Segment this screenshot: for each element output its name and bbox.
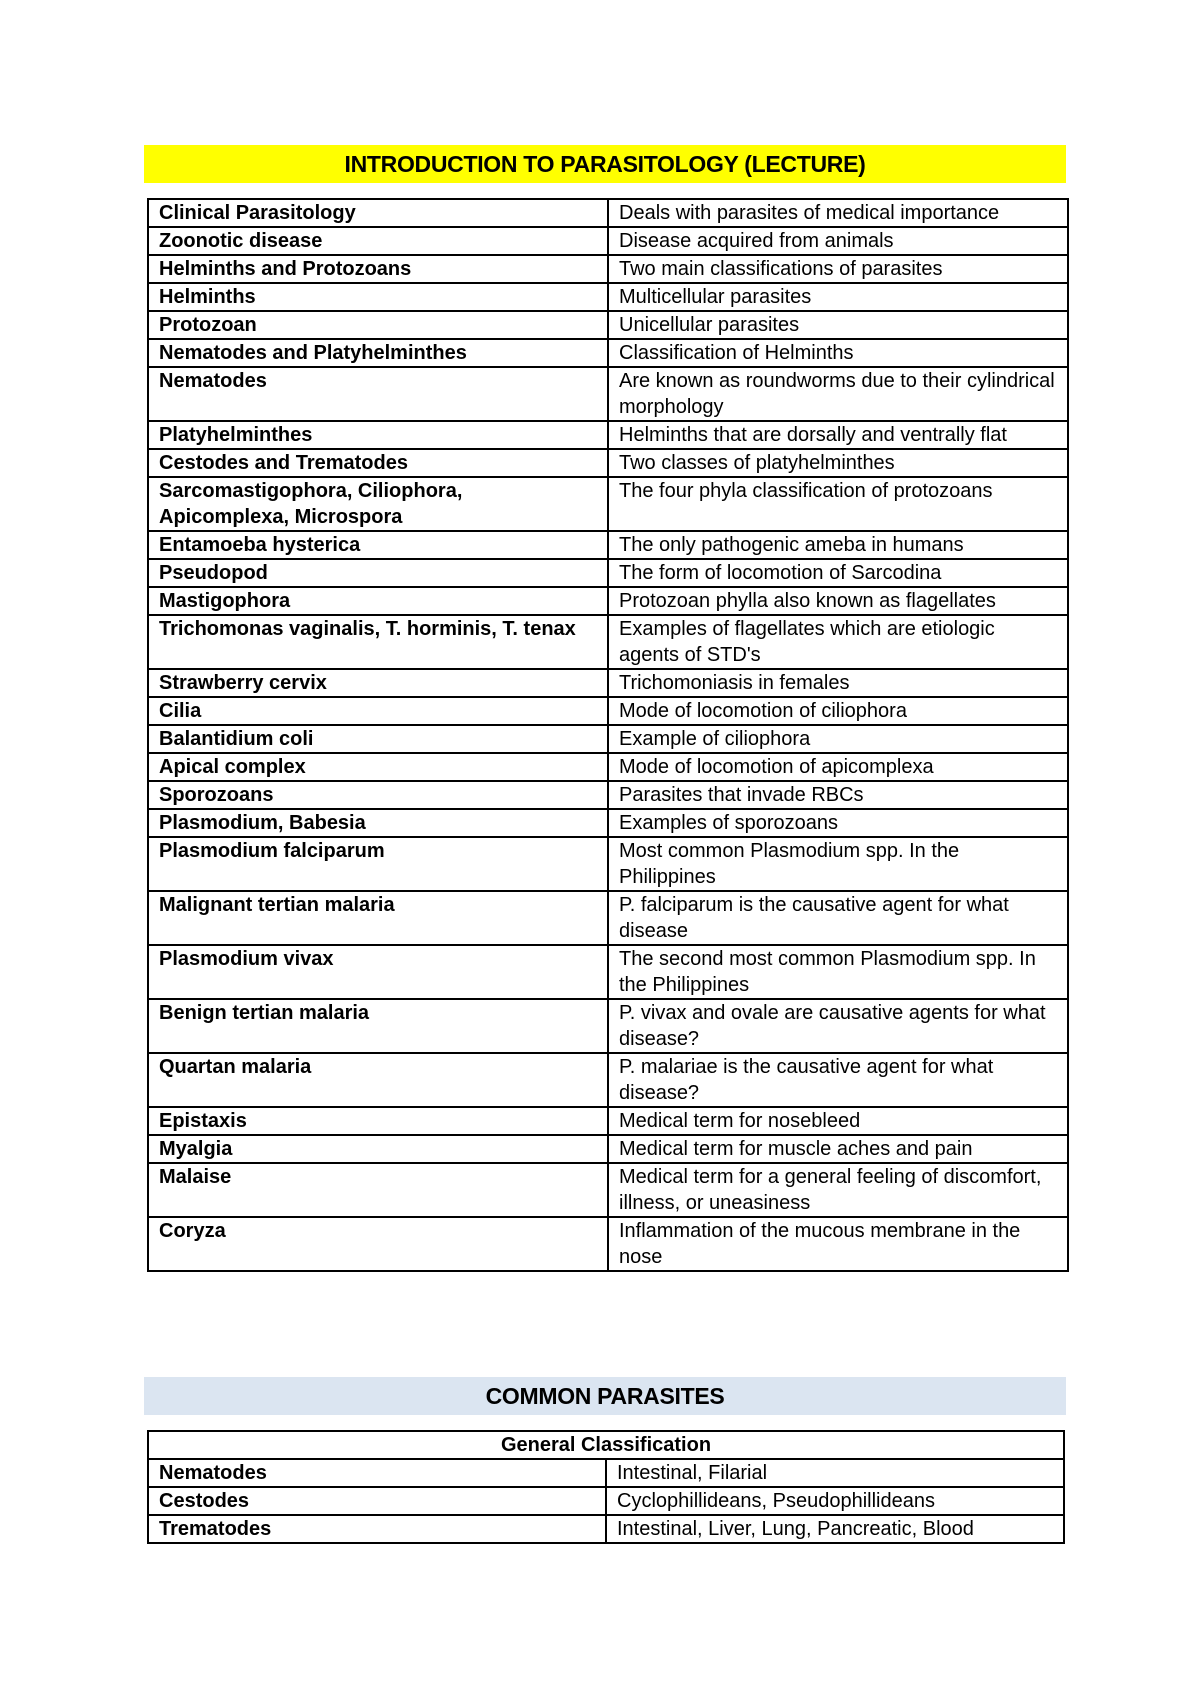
definition-cell: Deals with parasites of medical importance	[608, 199, 1068, 227]
term-cell: Protozoan	[148, 311, 608, 339]
table-row	[148, 697, 1068, 725]
term-cell: Benign tertian malaria	[148, 999, 608, 1053]
definition-cell: The only pathogenic ameba in humans	[608, 531, 1068, 559]
definition-cell: Intestinal, Filarial	[606, 1459, 1064, 1487]
table-row	[148, 477, 1068, 531]
table-row	[148, 753, 1068, 781]
term-cell: Balantidium coli	[148, 725, 608, 753]
table-row	[148, 255, 1068, 283]
table-row	[148, 999, 1068, 1053]
table-row	[148, 1107, 1068, 1135]
table-header-general-classification: General Classification	[148, 1431, 1064, 1459]
definition-cell: Two classes of platyhelminthes	[608, 449, 1068, 477]
term-cell: Plasmodium falciparum	[148, 837, 608, 891]
term-cell: Epistaxis	[148, 1107, 608, 1135]
table-row	[148, 809, 1068, 837]
term-cell: Malaise	[148, 1163, 608, 1217]
term-cell: Trematodes	[148, 1515, 606, 1543]
definition-cell: Medical term for a general feeling of discomfort, illness, or uneasiness	[608, 1163, 1068, 1217]
table-row	[148, 1487, 1064, 1515]
table-row	[148, 339, 1068, 367]
table-row	[148, 531, 1068, 559]
definition-cell: Unicellular parasites	[608, 311, 1068, 339]
definition-cell: Multicellular parasites	[608, 283, 1068, 311]
table-row	[148, 615, 1068, 669]
definition-cell: Example of ciliophora	[608, 725, 1068, 753]
definition-cell: The second most common Plasmodium spp. In the Philippines	[608, 945, 1068, 999]
term-cell: Cestodes and Trematodes	[148, 449, 608, 477]
term-cell: Plasmodium vivax	[148, 945, 608, 999]
table-row	[148, 283, 1068, 311]
table-row	[148, 1053, 1068, 1107]
table-row	[148, 837, 1068, 891]
table-row	[148, 669, 1068, 697]
definition-cell: Two main classifications of parasites	[608, 255, 1068, 283]
term-cell: Sarcomastigophora, Ciliophora, Apicomplexa, Microspora	[148, 477, 608, 531]
definition-cell: Disease acquired from animals	[608, 227, 1068, 255]
section-title-introduction: INTRODUCTION TO PARASITOLOGY (LECTURE)	[144, 145, 1066, 183]
table-header-row	[148, 1431, 1064, 1459]
definition-cell: P. falciparum is the causative agent for what disease	[608, 891, 1068, 945]
definition-cell: Protozoan phylla also known as flagellates	[608, 587, 1068, 615]
term-cell: Malignant tertian malaria	[148, 891, 608, 945]
term-cell: Plasmodium, Babesia	[148, 809, 608, 837]
definition-cell: Medical term for muscle aches and pain	[608, 1135, 1068, 1163]
definition-cell: The form of locomotion of Sarcodina	[608, 559, 1068, 587]
definition-cell: The four phyla classification of protozoans	[608, 477, 1068, 531]
definition-cell: Most common Plasmodium spp. In the Philippines	[608, 837, 1068, 891]
table-row	[148, 1217, 1068, 1271]
term-cell: Zoonotic disease	[148, 227, 608, 255]
term-cell: Mastigophora	[148, 587, 608, 615]
definition-cell: Intestinal, Liver, Lung, Pancreatic, Blood	[606, 1515, 1064, 1543]
term-cell: Strawberry cervix	[148, 669, 608, 697]
table-row	[148, 725, 1068, 753]
term-cell: Myalgia	[148, 1135, 608, 1163]
term-cell: Coryza	[148, 1217, 608, 1271]
term-cell: Sporozoans	[148, 781, 608, 809]
term-cell: Clinical Parasitology	[148, 199, 608, 227]
definition-cell: Cyclophillideans, Pseudophillideans	[606, 1487, 1064, 1515]
term-cell: Nematodes and Platyhelminthes	[148, 339, 608, 367]
definition-cell: Examples of sporozoans	[608, 809, 1068, 837]
classification-table	[147, 1430, 1065, 1544]
table-row	[148, 1459, 1064, 1487]
table-row	[148, 1515, 1064, 1543]
term-cell: Nematodes	[148, 1459, 606, 1487]
term-cell: Apical complex	[148, 753, 608, 781]
term-cell: Platyhelminthes	[148, 421, 608, 449]
section-title-common-parasites: COMMON PARASITES	[144, 1377, 1066, 1415]
definition-cell: Mode of locomotion of apicomplexa	[608, 753, 1068, 781]
definition-cell: Are known as roundworms due to their cylindrical morphology	[608, 367, 1068, 421]
term-cell: Nematodes	[148, 367, 608, 421]
intro-terms-table	[147, 198, 1069, 1272]
definition-cell: Medical term for nosebleed	[608, 1107, 1068, 1135]
term-cell: Cilia	[148, 697, 608, 725]
definition-cell: Inflammation of the mucous membrane in the nose	[608, 1217, 1068, 1271]
definition-cell: Classification of Helminths	[608, 339, 1068, 367]
table-row	[148, 587, 1068, 615]
term-cell: Entamoeba hysterica	[148, 531, 608, 559]
table-row	[148, 449, 1068, 477]
table-row	[148, 367, 1068, 421]
table-row	[148, 559, 1068, 587]
table-row	[148, 421, 1068, 449]
term-cell: Helminths and Protozoans	[148, 255, 608, 283]
definition-cell: P. malariae is the causative agent for what disease?	[608, 1053, 1068, 1107]
definition-cell: Mode of locomotion of ciliophora	[608, 697, 1068, 725]
definition-cell: Trichomoniasis in females	[608, 669, 1068, 697]
table-row	[148, 891, 1068, 945]
term-cell: Trichomonas vaginalis, T. horminis, T. tenax	[148, 615, 608, 669]
table-row	[148, 311, 1068, 339]
definition-cell: Examples of flagellates which are etiologic agents of STD's	[608, 615, 1068, 669]
table-row	[148, 227, 1068, 255]
table-row	[148, 945, 1068, 999]
table-row	[148, 1163, 1068, 1217]
definition-cell: P. vivax and ovale are causative agents for what disease?	[608, 999, 1068, 1053]
term-cell: Cestodes	[148, 1487, 606, 1515]
table-row	[148, 1135, 1068, 1163]
term-cell: Pseudopod	[148, 559, 608, 587]
term-cell: Quartan malaria	[148, 1053, 608, 1107]
definition-cell: Parasites that invade RBCs	[608, 781, 1068, 809]
table-row	[148, 781, 1068, 809]
term-cell: Helminths	[148, 283, 608, 311]
definition-cell: Helminths that are dorsally and ventrally flat	[608, 421, 1068, 449]
table-row	[148, 199, 1068, 227]
